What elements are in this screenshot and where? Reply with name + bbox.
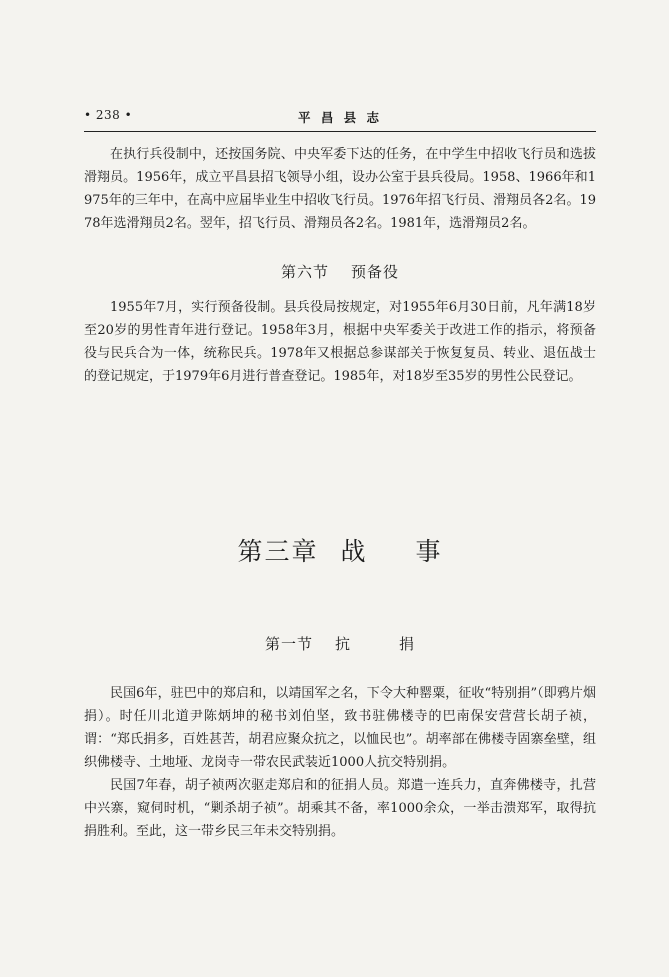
body-paragraph-4: 民国7年春，胡子祯两次驱走郑启和的征捐人员。郑遣一连兵力，直奔佛楼寺，扎营中兴寨，窥伺时机，“剿杀胡子祯”。胡乘其不备，率1000余众，一举击溃郑军，取得抗捐胜利。至此，这一带乡民三年未交特别捐。 bbox=[84, 778, 596, 839]
section-1-number: 第一节 bbox=[264, 635, 313, 653]
header-rule bbox=[84, 131, 596, 132]
body-paragraph-3: 民国6年，驻巴中的郑启和，以靖国军之名，下令大种罂粟，征收“特别捐”（即鸦片烟捐）。时任川北道尹陈炳坤的秘书刘伯坚，致书驻佛楼寺的巴南保安营营长胡子祯，谓：“郑氏捐多，百姓甚苦，胡君应聚众抗之，以恤民也”。胡率部在佛楼寺固寨垒壁，组织佛楼寺、土地垭、龙岗寺一带农民武装近1000人抗交特别捐。 bbox=[84, 686, 596, 770]
chapter-title-char-2: 事 bbox=[415, 537, 443, 566]
running-title: 平 昌 县 志 bbox=[297, 110, 383, 125]
body-paragraph-2: 1955年7月，实行预备役制。县兵役局按规定，对1955年6月30日前，凡年满18岁至20岁的男性青年进行登记。1958年3月，根据中央军委关于改进工作的指示，将预备役与民兵合为一体，统称民兵。1978年又根据总参谋部关于恢复复员、转业、退伍战士的登记规定，于1979年6月进行普查登记。1985年，对18岁至35岁的男性公民登记。 bbox=[84, 300, 596, 384]
section-1-title-char-1: 抗 bbox=[334, 635, 351, 653]
section-1-title-char-2: 捐 bbox=[399, 635, 416, 653]
chapter-title-char-1: 战 bbox=[340, 537, 368, 566]
chapter-title bbox=[84, 532, 596, 568]
chapter-number: 第三章 bbox=[237, 537, 319, 566]
page-number: • 238 • bbox=[84, 108, 133, 122]
page-header bbox=[84, 108, 596, 130]
section-6-title: 预备役 bbox=[351, 263, 400, 281]
section-heading-1 bbox=[84, 633, 596, 654]
section-6-number: 第六节 bbox=[280, 263, 329, 281]
section-heading-6 bbox=[84, 261, 596, 282]
body-paragraph-1: 在执行兵役制中，还按国务院、中央军委下达的任务，在中学生中招收飞行员和选拔滑翔员。1956年，成立平昌县招飞领导小组，设办公室于县兵役局。1958、1966年和1975年的三年中，在高中应届毕业生中招收飞行员。1976年招飞行员、滑翔员各2名。1978年选滑翔员2名。翌年，招飞行员、滑翔员各2名。1981年，选滑翔员2名。 bbox=[84, 147, 596, 231]
